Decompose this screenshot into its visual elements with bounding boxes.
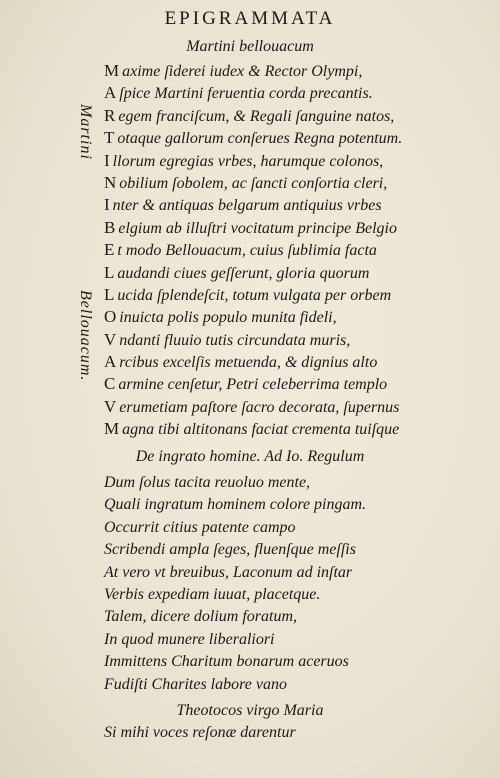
verse-initial: B [104,217,116,237]
verse-text: audandi ciues geſſerunt, gloria quorum [117,264,370,282]
verse-text: egem franciſcum, & Regali ſanguine natos, [118,107,395,125]
verse-line [104,105,494,127]
verse-line [104,60,494,82]
verse-line: Immittens Charitum bonarum aceruos [104,653,349,671]
verse-text: ndanti fluuio tutis circundata muris, [119,331,351,349]
verse-text: t modo Bellouacum, cuius ſublimia facta [117,242,377,260]
verse-text: nter & antiquas belgarum antiquius vrbes [112,197,382,215]
verse-line [104,329,494,351]
verse-line: Quali ingratum hominem colore pingam. [104,496,367,514]
verse-line [104,82,494,104]
verse-line [104,194,494,216]
epigram-ingrato [104,472,494,696]
verse-initial: A [104,83,117,103]
verse-line: Dum ſolus tacita reuoluo mente, [104,474,311,491]
heading-martini: Martini bellouacum [186,38,314,55]
verse-line [104,127,494,149]
verse-line [104,418,494,440]
verse-initial: N [104,172,117,192]
verse-initial: M [104,419,120,439]
side-note-bellouacum: Bellouacum. [77,290,94,382]
verse-text: elgium ab illuſtri vocitatum principe Belgio [118,219,397,237]
verse-initial: L [104,284,115,304]
verse-line: At vero vt breuibus, Laconum ad inſtar [104,563,353,581]
side-note-martini: Martini [77,104,94,160]
verse-initial: E [104,240,115,260]
verse-initial: C [104,374,116,394]
verse-line [104,150,494,172]
verse-initial: L [104,262,115,282]
verse-text: rcibus excelſis metuenda, & dignius alto [119,354,378,372]
running-head: EPIGRAMMATA [164,8,336,29]
verse-line: Verbis expediam iuuat, placetque. [104,585,321,603]
verse-line [104,373,494,395]
verse-initial: M [104,61,120,80]
verse-text: otaque gallorum conſerues Regna potentum. [117,130,403,148]
verse-initial: A [104,352,117,372]
verse-text: agna tibi altitonans faciat crementa tuiſque [122,421,400,439]
verse-line [104,396,494,418]
verse-line [104,262,494,284]
verse-text: ucida ſplendeſcit, totum vulgata per orbem [117,286,392,304]
verse-line: Si mihi voces reſonæ darentur [104,724,296,741]
verse-initial: R [104,105,116,125]
acrostic-poem [104,60,494,441]
verse-text: llorum egregias vrbes, harumque colonos, [112,152,384,170]
verse-line [104,284,494,306]
verse-initial: O [104,307,117,327]
epigram-theotocos [104,722,494,744]
verse-initial: I [104,195,110,215]
verse-initial: T [104,128,115,148]
verse-text: armine cenſetur, Petri celeberrima templo [118,376,388,394]
verse-line [104,172,494,194]
verse-line [104,217,494,239]
verse-text: erumetiam paſtore ſacro decorata, ſupernus [119,398,400,416]
verse-line [104,239,494,261]
verse-line: Fudiſti Charites labore vano [104,675,287,693]
verse-text: obilium ſobolem, ac ſancti conſortia cleri, [119,174,388,192]
verse-line: Occurrit citius patente campo [104,518,296,536]
verse-line: Talem, dicere dolium foratum, [104,608,298,626]
heading-theotocos: Theotocos virgo Maria [176,702,324,719]
verse-initial: V [104,396,117,416]
verse-text: axime ſiderei iudex & Rector Olympi, [122,63,363,80]
heading-de-ingrato: De ingrato homine. Ad Io. Regulum [135,448,365,465]
verse-initial: V [104,329,117,349]
verse-line [104,351,494,373]
verse-line [104,306,494,328]
verse-line: Scribendi ampla ſeges, fluenſque meſſis [104,541,356,559]
verse-initial: I [104,150,110,170]
verse-text: ſpice Martini feruentia corda precantis. [119,85,373,103]
verse-text: inuicta polis populo munita fideli, [119,309,337,327]
verse-line: In quod munere liberaliori [104,630,275,648]
